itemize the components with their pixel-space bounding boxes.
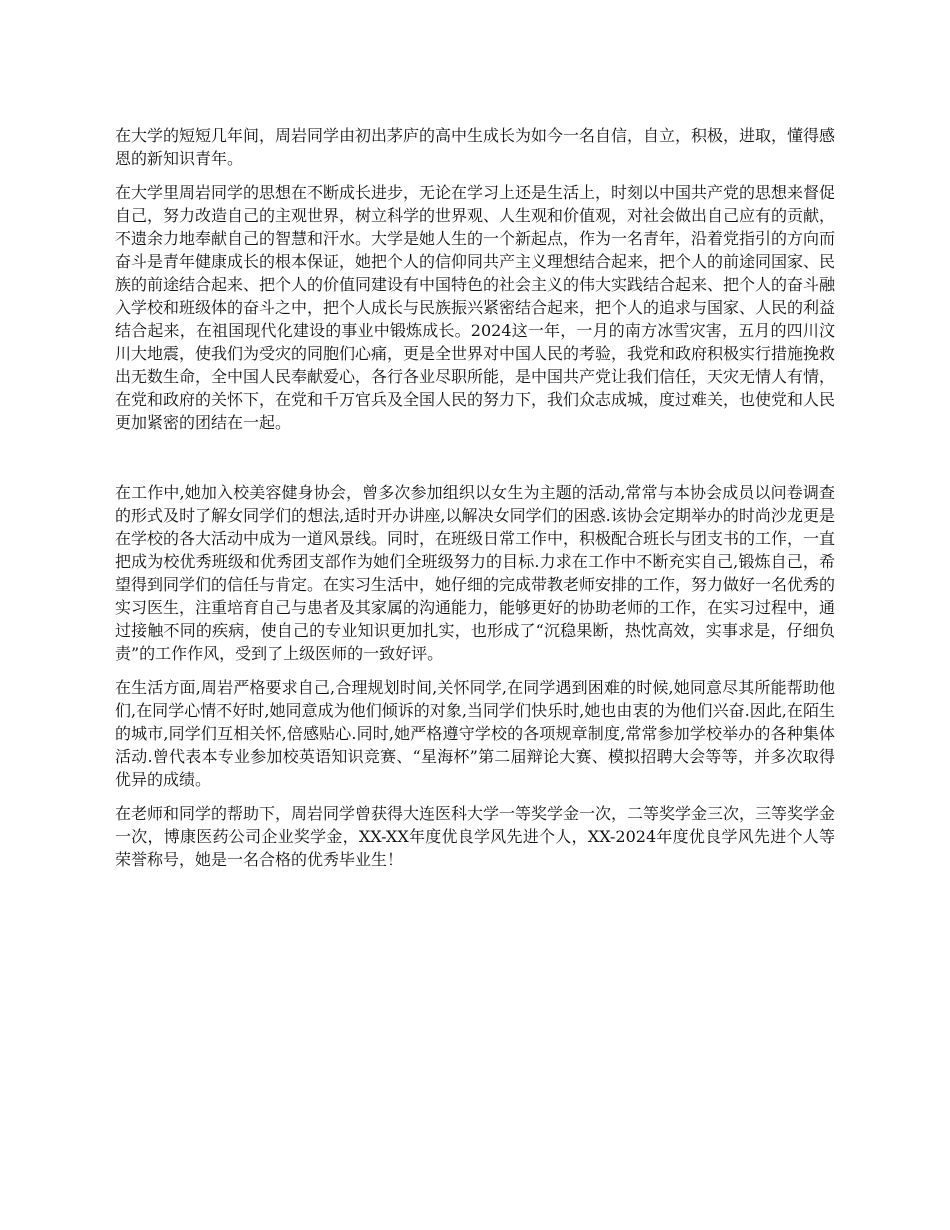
paragraph-thought: 在大学里周岩同学的思想在不断成长进步，无论在学习上还是生活上，时刻以中国共产党的思想来督促自己，努力改造自己的主观世界，树立科学的世界观、人生观和价值观，对社会做出自己应有的贡献，不遗余力地奉献自己的智慧和汗水。大学是她人生的一个新起点，作为一名青年，沿着党指引的方向而奋斗是青年健康成长的根本保证，她把个人的信仰同共产主义理想结合起来，把个人的前途同国家、民族的前途结合起来、把个人的价值同建设有中国特色的社会主义的伟大实践结合起来、把个人的奋斗融入学校和班级体的奋斗之中，把个人成长与民族振兴紧密结合起来，把个人的追求与国家、人民的利益结合起来，在祖国现代化建设的事业中锻炼成长。2024这一年，一月的南方冰雪灾害，五月的四川汶川大地震，使我们为受灾的同胞们心痛，更是全世界对中国人民的考验，我党和政府积极实行措施挽救出无数生命，全中国人民奉献爱心，各行各业尽职所能，是中国共产党让我们信任，天灾无情人有情，在党和政府的关怀下，在党和千万官兵及全国人民的努力下，我们众志成城，度过难关，也使党和人民更加紧密的团结在一起。 (115, 183, 836, 432)
paragraph-intro: 在大学的短短几年间，周岩同学由初出茅庐的高中生成长为如今一名自信，自立，积极，进取，懂得感恩的新知识青年。 (115, 126, 836, 168)
paragraph-gap (115, 445, 835, 481)
paragraph-life: 在生活方面,周岩严格要求自己,合理规划时间,关怀同学,在同学遇到困难的时候,她同意尽其所能帮助他们,在同学心情不好时,她同意成为他们倾诉的对象,当同学们快乐时,她也由衷的为他们兴奋.因此,在陌生的城市,同学们互相关怀,倍感贴心.同时,她严格遵守学校的各项规章制度,常常参加学校举办的各种集体活动.曾代表本专业参加校英语知识竞赛、“星海杯”第二届辩论大赛、模拟招聘大会等等，并多次取得优异的成绩。 (115, 678, 835, 789)
paragraph-awards: 在老师和同学的帮助下，周岩同学曾获得大连医科大学一等奖学金一次，二等奖学金三次，三等奖学金一次，博康医药公司企业奖学金，XX-XX年度优良学风先进个人，XX-2024年度优良学风先进个人等荣誉称号，她是一名合格的优秀毕业生！ (115, 804, 836, 869)
paragraph-work: 在工作中,她加入校美容健身协会，曾多次参加组织以女生为主题的活动,常常与本协会成员以问卷调查的形式及时了解女同学们的想法,适时开办讲座,以解决女同学们的困惑.该协会定期举办的时尚沙龙更是在学校的各大活动中成为一道风景线。同时，在班级日常工作中，积极配合班长与团支书的工作，一直把成为校优秀班级和优秀团支部作为她们全班级努力的目标.力求在工作中不断充实自己,锻炼自己，希望得到同学们的信任与肯定。在实习生活中，她仔细的完成带教老师安排的工作，努力做好一名优秀的实习医生，注重培育自己与患者及其家属的沟通能力，能够更好的协助老师的工作，在实习过程中，通过接触不同的疾病，使自己的专业知识更加扎实，也形成了“沉稳果断，热忱高效，实事求是，仔细负责”的工作作风，受到了上级医师的一致好评。 (115, 483, 836, 663)
document-body (115, 124, 835, 882)
